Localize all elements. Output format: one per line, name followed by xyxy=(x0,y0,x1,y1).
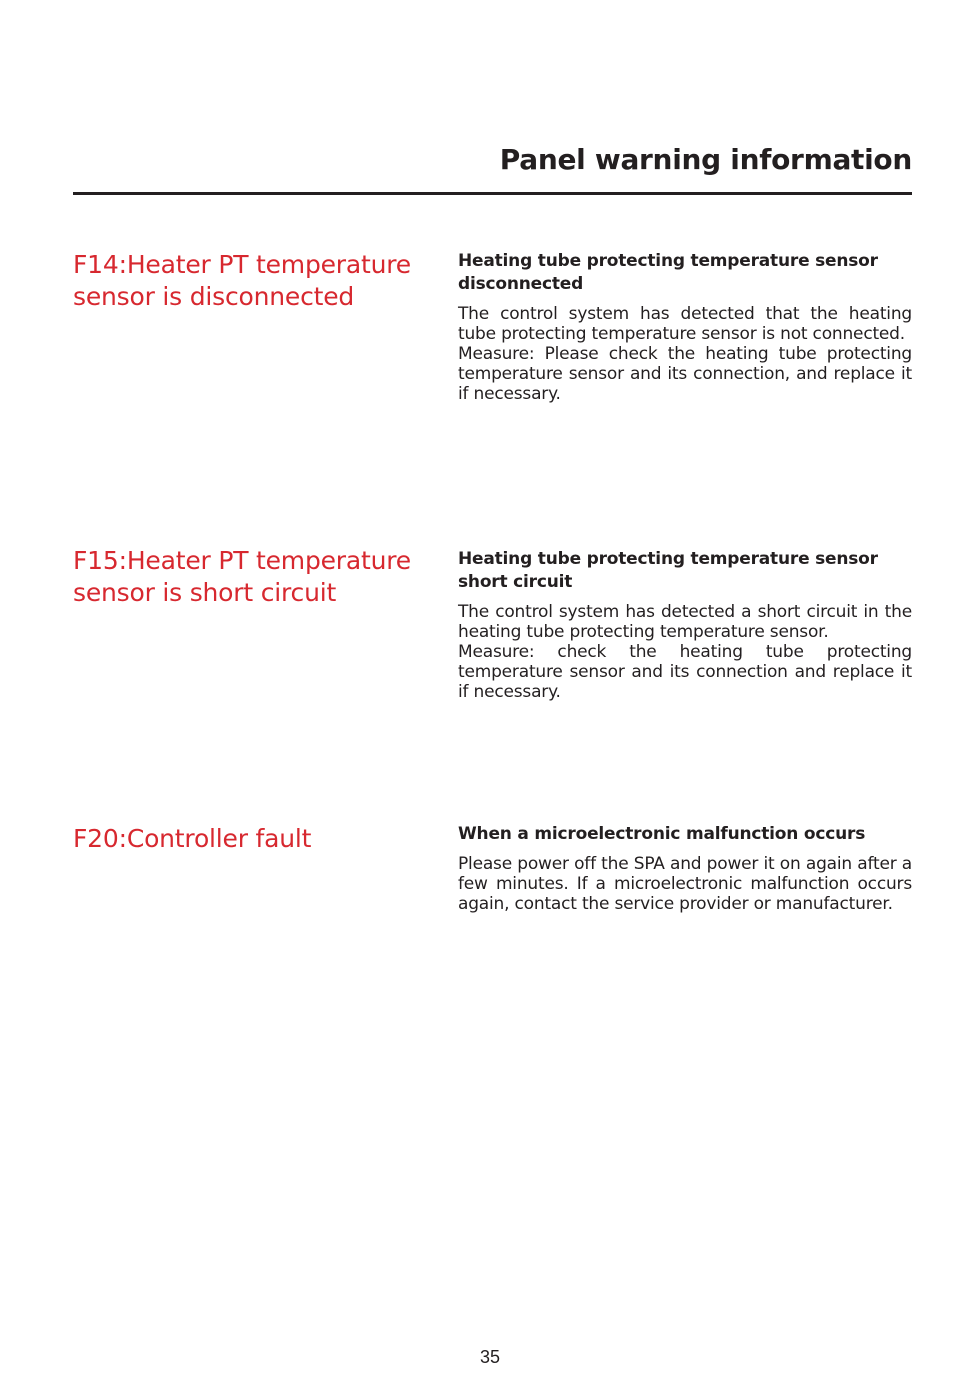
fault-code-title-line: sensor is short circuit xyxy=(73,578,337,607)
fault-description-heading xyxy=(458,548,912,594)
fault-description-heading-line: short circuit xyxy=(458,572,573,592)
fault-description-paragraph: Please power off the SPA and power it on again after a few minutes. If a microelectronic malfunction occurs again, contact the service provider or manufacturer. xyxy=(458,854,912,914)
fault-description-heading-line: When a microelectronic malfunction occurs xyxy=(458,824,866,844)
fault-description-f14 xyxy=(458,250,912,404)
fault-description-body xyxy=(458,304,912,404)
page-title: Panel warning information xyxy=(499,143,912,176)
page-number: 35 xyxy=(479,1347,501,1367)
fault-description-heading-line: Heating tube protecting temperature sensor xyxy=(458,549,878,569)
fault-description-heading xyxy=(458,250,912,296)
fault-description-body xyxy=(458,854,912,914)
fault-description-f20 xyxy=(458,823,912,914)
fault-code-title-line: sensor is disconnected xyxy=(73,282,355,311)
fault-measure-paragraph: Measure: check the heating tube protecting temperature sensor and its connection and replace it if necessary. xyxy=(458,642,912,702)
fault-code-title-f15 xyxy=(73,545,433,609)
fault-description-heading xyxy=(458,823,912,846)
fault-code-title-f20 xyxy=(73,823,433,855)
fault-description-body xyxy=(458,602,912,702)
fault-code-title-line: F20:Controller fault xyxy=(73,824,312,853)
fault-description-paragraph: The control system has detected that the heating tube protecting temperature sensor is not connected. xyxy=(458,304,912,344)
fault-description-heading-line: disconnected xyxy=(458,274,584,294)
fault-description-f15 xyxy=(458,548,912,702)
fault-measure-paragraph: Measure: Please check the heating tube protecting temperature sensor and its connection, and replace it if necessary. xyxy=(458,344,912,404)
fault-description-paragraph: The control system has detected a short circuit in the heating tube protecting temperature sensor. xyxy=(458,602,912,642)
fault-code-title-line: F15:Heater PT temperature xyxy=(73,546,411,575)
title-divider xyxy=(73,192,912,195)
fault-description-heading-line: Heating tube protecting temperature sensor xyxy=(458,251,878,271)
fault-code-title-f14 xyxy=(73,249,433,313)
fault-code-title-line: F14:Heater PT temperature xyxy=(73,250,411,279)
